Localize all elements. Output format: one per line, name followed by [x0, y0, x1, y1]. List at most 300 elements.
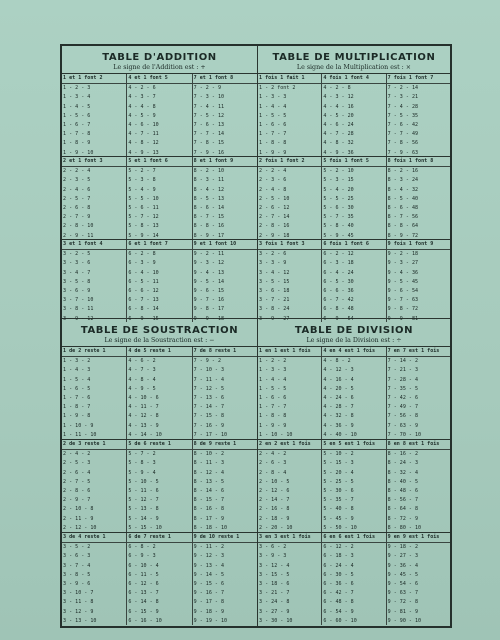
table-row: 5 - 6 - 11 [128, 204, 159, 211]
table-row: 1 - 4 - 4 [259, 103, 287, 110]
table-row: 4 - 24 - 6 [323, 394, 354, 401]
table-row: 9 - 2 - 18 [387, 251, 419, 258]
table-row: 9 - 36 - 4 [387, 562, 419, 569]
table-row: 5 - 13 - 8 [128, 506, 159, 513]
table-row: 4 - 13 - 9 [128, 422, 159, 429]
table-row: 6 - 2 - 8 [128, 251, 156, 258]
table-row: 6 - 3 - 9 [128, 260, 156, 267]
table-row: 9 - 3 - 12 [193, 260, 225, 267]
table-row: 5 - 6 - 30 [323, 204, 354, 211]
table-row: 2 - 18 - 9 [259, 515, 290, 522]
addition-subtitle: Le signe de l'Addition est : + [113, 64, 206, 71]
table-row: 4 - 12 - 3 [323, 367, 354, 374]
table-row: 6 - 24 - 4 [323, 562, 354, 569]
table-row: 7 - 6 - 42 [387, 121, 419, 128]
table-column [193, 157, 257, 239]
table-row: 1 - 7 - 7 [259, 404, 287, 411]
table-row: 9 - 13 - 4 [193, 562, 225, 569]
column-header: 8 et 1 font 9 [193, 157, 257, 167]
table-row: 2 - 11 - 9 [63, 515, 94, 522]
table-row: 4 - 8 - 32 [323, 140, 354, 147]
table-column [387, 347, 450, 439]
table-row: 8 - 17 - 9 [193, 515, 225, 522]
column-header: 4 de 5 reste 1 [127, 347, 191, 357]
table-row: 8 - 13 - 5 [193, 478, 225, 485]
table-row: 6 - 12 - 2 [323, 544, 354, 551]
table-row: 2 - 5 - 3 [63, 460, 91, 467]
table-row: 2 - 3 - 5 [63, 177, 91, 184]
table-column [62, 347, 127, 439]
table-row: 2 - 2 - 4 [259, 168, 287, 175]
table-row: 3 - 6 - 18 [259, 287, 290, 294]
table-row: 3 - 24 - 8 [259, 599, 290, 606]
table-row: 4 - 8 - 4 [128, 376, 156, 383]
table-row: 1 - 6 - 5 [63, 385, 91, 392]
table-row: 9 - 15 - 6 [193, 580, 225, 587]
table-row: 2 - 6 - 12 [259, 204, 290, 211]
table-row: 6 - 7 - 42 [323, 297, 354, 304]
table-row: 9 - 18 - 9 [193, 608, 225, 615]
column-header: 2 fois 1 font 2 [258, 157, 321, 167]
table-row: 8 - 4 - 32 [387, 186, 419, 193]
soustraction-section [62, 319, 257, 626]
table-row: 7 - 3 - 10 [193, 94, 225, 101]
table-row: 8 - 8 - 64 [387, 223, 419, 230]
table-row: 9 - 6 - 54 [387, 287, 419, 294]
table-row: 2 - 9 - 18 [259, 232, 290, 239]
multiplication-section [258, 46, 450, 322]
column-header: 3 et 1 font 4 [62, 240, 126, 250]
addition-section [62, 46, 257, 322]
table-row: 6 - 4 - 24 [323, 269, 354, 276]
column-header: 8 en 8 est 1 fois [387, 440, 450, 450]
table-row: 9 - 72 - 8 [387, 599, 419, 606]
table-row: 4 - 3 - 12 [323, 94, 354, 101]
table-row: 6 - 7 - 13 [128, 297, 159, 304]
column-header: 4 et 1 font 5 [127, 74, 191, 84]
table-row: 8 - 24 - 3 [387, 460, 419, 467]
table-row: 7 - 14 - 7 [193, 404, 225, 411]
table-row: 3 - 5 - 2 [63, 544, 91, 551]
table-row: 2 - 20 - 10 [259, 524, 293, 531]
table-row: 1 - 4 - 4 [259, 376, 287, 383]
table-row: 9 - 7 - 63 [387, 297, 419, 304]
table-row: 4 - 6 - 2 [128, 358, 156, 365]
table-column [193, 440, 257, 532]
table-column [193, 347, 257, 439]
table-row: 1 - 8 - 9 [63, 140, 91, 147]
table-row: 1 - 10 - 10 [259, 431, 293, 438]
table-row: 5 - 9 - 45 [323, 232, 354, 239]
table-row: 3 - 8 - 11 [63, 306, 94, 313]
table-column [193, 533, 257, 625]
table-row: 7 - 56 - 8 [387, 413, 419, 420]
column-header: 8 fois 1 font 8 [387, 157, 450, 167]
table-row: 8 - 10 - 2 [193, 451, 225, 458]
table-row: 6 - 5 - 30 [323, 278, 354, 285]
table-row: 7 - 3 - 21 [387, 94, 419, 101]
table-row: 8 - 40 - 5 [387, 478, 419, 485]
table-row: 6 - 9 - 15 [128, 315, 159, 322]
table-row: 8 - 9 - 72 [387, 232, 419, 239]
table-row: 1 - 4 - 3 [63, 367, 91, 374]
soustraction-title: TABLE DE SOUSTRACTION [80, 325, 239, 336]
table-row: 3 - 4 - 12 [259, 269, 290, 276]
division-section [258, 319, 450, 626]
table-row: 1 - 7 - 8 [63, 131, 91, 138]
division-block [258, 533, 450, 625]
table-row: 7 - 17 - 10 [193, 431, 228, 438]
table-row: 7 - 28 - 4 [387, 376, 419, 383]
column-header: 7 en 7 est 1 fois [387, 347, 450, 357]
table-column [127, 157, 192, 239]
table-row: 4 - 2 - 6 [128, 85, 156, 92]
table-row: 8 - 12 - 4 [193, 469, 225, 476]
table-row: 3 - 21 - 7 [259, 590, 290, 597]
table-row: 8 - 15 - 7 [193, 497, 225, 504]
column-header: 1 de 2 reste 1 [62, 347, 126, 357]
table-row: 4 - 2 - 8 [323, 85, 351, 92]
table-row: 9 - 54 - 6 [387, 580, 419, 587]
table-row: 8 - 6 - 48 [387, 204, 419, 211]
table-row: 9 - 81 - 9 [387, 608, 419, 615]
table-row: 2 - 8 - 10 [63, 223, 94, 230]
table-row: 1 - 9 - 8 [63, 413, 91, 420]
column-header: 3 fois 1 font 3 [258, 240, 321, 250]
table-row: 8 - 64 - 8 [387, 506, 419, 513]
table-row: 8 - 80 - 10 [387, 524, 422, 531]
table-column [127, 240, 192, 322]
table-row: 6 - 42 - 7 [323, 590, 354, 597]
table-row: 8 - 16 - 8 [193, 506, 225, 513]
table-row: 7 - 35 - 5 [387, 385, 419, 392]
table-row: 4 - 7 - 28 [323, 131, 354, 138]
table-row: 8 - 2 - 16 [387, 168, 419, 175]
division-block [258, 440, 450, 532]
table-row: 3 - 15 - 5 [259, 571, 290, 578]
table-row: 8 - 32 - 4 [387, 469, 419, 476]
table-row: 7 - 9 - 2 [193, 358, 222, 365]
table-row: 6 - 6 - 36 [323, 287, 354, 294]
soustraction-block [62, 347, 257, 439]
table-row: 7 - 21 - 3 [387, 367, 419, 374]
tables-frame [60, 44, 452, 628]
table-row: 9 - 7 - 16 [193, 297, 225, 304]
table-row: 8 - 48 - 6 [387, 487, 419, 494]
table-row: 2 - 4 - 2 [259, 451, 287, 458]
table-column [258, 240, 322, 322]
table-row: 1 - 8 - 7 [63, 404, 91, 411]
table-column [322, 240, 386, 322]
multiplication-block [258, 157, 450, 239]
table-row: 9 - 4 - 36 [387, 269, 419, 276]
table-row: 2 - 4 - 2 [63, 451, 91, 458]
table-row: 5 - 14 - 9 [128, 515, 159, 522]
table-column [387, 74, 450, 156]
table-row: 3 - 18 - 6 [259, 580, 290, 587]
table-row: 5 - 7 - 35 [323, 214, 354, 221]
table-column [258, 157, 322, 239]
table-row: 6 - 54 - 9 [323, 608, 354, 615]
table-row: 7 - 15 - 8 [193, 413, 225, 420]
table-row: 9 - 6 - 15 [193, 287, 225, 294]
table-row: 7 - 11 - 4 [193, 376, 225, 383]
table-row: 3 - 6 - 3 [63, 553, 91, 560]
table-row: 9 - 5 - 45 [387, 278, 419, 285]
table-column [258, 347, 322, 439]
table-row: 2 - 4 - 8 [259, 186, 287, 193]
table-column [387, 533, 450, 625]
table-row: 5 - 25 - 5 [323, 478, 354, 485]
table-row: 5 - 9 - 4 [128, 469, 156, 476]
table-row: 4 - 8 - 12 [128, 140, 159, 147]
table-row: 4 - 6 - 10 [128, 121, 159, 128]
column-header: 6 et 1 font 7 [127, 240, 191, 250]
table-row: 1 - 9 - 9 [259, 422, 287, 429]
table-row: 2 - 5 - 10 [259, 195, 290, 202]
table-row: 1 - 5 - 5 [259, 385, 287, 392]
table-row: 3 - 5 - 8 [63, 278, 91, 285]
table-row: 8 - 5 - 13 [193, 195, 225, 202]
table-column [127, 440, 192, 532]
table-row: 1 - 5 - 5 [259, 112, 287, 119]
column-header: 5 et 1 font 6 [127, 157, 191, 167]
table-row: 8 - 3 - 11 [193, 177, 225, 184]
addition-block [62, 240, 257, 322]
table-row: 1 - 3 - 3 [259, 367, 287, 374]
table-column [127, 347, 192, 439]
column-header: 6 de 7 reste 1 [127, 533, 191, 543]
table-row: 6 - 8 - 48 [323, 306, 354, 313]
table-column [62, 157, 127, 239]
table-row: 6 - 4 - 10 [128, 269, 159, 276]
table-row: 4 - 14 - 10 [128, 431, 162, 438]
table-row: 3 - 8 - 24 [259, 306, 290, 313]
table-row: 3 - 9 - 3 [259, 553, 287, 560]
table-row: 7 - 5 - 35 [387, 112, 419, 119]
table-row: 9 - 14 - 5 [193, 571, 225, 578]
table-row: 3 - 2 - 5 [63, 251, 91, 258]
column-header: 9 et 1 font 10 [193, 240, 257, 250]
table-row: 5 - 4 - 9 [128, 186, 156, 193]
table-row: 1 - 2 font 2 [259, 85, 296, 92]
table-row: 9 - 90 - 10 [387, 617, 422, 624]
table-row: 6 - 13 - 7 [128, 590, 159, 597]
column-header: 6 fois 1 font 6 [322, 240, 385, 250]
table-row: 9 - 4 - 13 [193, 269, 225, 276]
column-header: 7 fois 1 font 7 [387, 74, 450, 84]
table-column [322, 347, 386, 439]
column-header: 1 fois 1 fait 1 [258, 74, 321, 84]
table-row: 6 - 10 - 4 [128, 562, 159, 569]
table-row: 7 - 10 - 3 [193, 367, 225, 374]
table-row: 7 - 2 - 14 [387, 85, 419, 92]
table-row: 2 - 7 - 5 [63, 478, 91, 485]
table-column [322, 74, 386, 156]
table-row: 3 - 6 - 9 [63, 287, 91, 294]
table-row: 9 - 16 - 7 [193, 590, 225, 597]
table-row: 7 - 13 - 6 [193, 394, 225, 401]
table-column [193, 74, 257, 156]
table-row: 4 - 10 - 6 [128, 394, 159, 401]
table-row: 5 - 8 - 40 [323, 223, 354, 230]
table-row: 7 - 14 - 2 [387, 358, 419, 365]
table-row: 2 - 12 - 6 [259, 487, 290, 494]
table-row: 1 - 8 - 8 [259, 413, 287, 420]
table-row: 1 - 6 - 7 [63, 121, 91, 128]
table-row: 9 - 18 - 2 [387, 544, 419, 551]
table-row: 4 - 3 - 7 [128, 94, 156, 101]
multiplication-title: TABLE DE MULTIPLICATION [272, 52, 436, 63]
table-row: 1 - 9 - 10 [63, 149, 94, 156]
table-row: 7 - 63 - 9 [387, 422, 419, 429]
column-header: 2 en 2 est 1 fois [258, 440, 321, 450]
table-row: 6 - 30 - 5 [323, 571, 354, 578]
addition-title: TABLE D'ADDITION [102, 52, 217, 63]
table-column [258, 440, 322, 532]
table-row: 5 - 45 - 9 [323, 515, 354, 522]
column-header: 6 en 6 est 1 fois [322, 533, 385, 543]
table-row: 6 - 18 - 3 [323, 553, 354, 560]
multiplication-block [258, 74, 450, 156]
table-row: 9 - 19 - 10 [193, 617, 228, 624]
soustraction-subtitle: Le signe de la Soustraction est : − [104, 337, 215, 344]
table-row: 8 - 14 - 6 [193, 487, 225, 494]
addition-block [62, 74, 257, 156]
table-row: 4 - 20 - 5 [323, 385, 354, 392]
table-row: 1 - 3 - 3 [259, 94, 287, 101]
table-row: 4 - 9 - 36 [323, 149, 354, 156]
table-row: 8 - 9 - 17 [193, 232, 225, 239]
table-row: 6 - 11 - 5 [128, 571, 159, 578]
soustraction-block [62, 440, 257, 532]
column-header: 9 en 9 est 1 fois [387, 533, 450, 543]
table-row: 3 - 9 - 27 [259, 315, 290, 322]
table-row: 2 - 8 - 16 [259, 223, 290, 230]
division-subtitle: Le signe de la Division est : ÷ [306, 337, 402, 344]
table-row: 8 - 56 - 7 [387, 497, 419, 504]
table-row: 5 - 10 - 5 [128, 478, 159, 485]
table-row: 3 - 11 - 8 [63, 599, 94, 606]
table-row: 8 - 4 - 12 [193, 186, 225, 193]
table-row: 3 - 6 - 2 [259, 544, 287, 551]
table-row: 5 - 30 - 6 [323, 487, 354, 494]
table-row: 7 - 5 - 12 [193, 112, 225, 119]
table-row: 1 - 6 - 6 [259, 394, 287, 401]
table-row: 2 - 2 - 4 [63, 168, 91, 175]
table-row: 8 - 11 - 3 [193, 460, 225, 467]
column-header: 5 fois 1 font 5 [322, 157, 385, 167]
table-row: 7 - 7 - 49 [387, 131, 419, 138]
table-column [62, 533, 127, 625]
column-header: 5 en 5 est 1 fois [322, 440, 385, 450]
table-row: 6 - 60 - 10 [323, 617, 357, 624]
table-row: 2 - 9 - 7 [63, 497, 91, 504]
column-header: 8 de 9 reste 1 [193, 440, 257, 450]
table-row: 4 - 5 - 20 [323, 112, 354, 119]
table-row: 5 - 12 - 7 [128, 497, 159, 504]
table-column [62, 440, 127, 532]
table-row: 4 - 12 - 8 [128, 413, 159, 420]
table-column [387, 240, 450, 322]
column-header: 7 de 8 reste 1 [193, 347, 257, 357]
table-row: 3 - 2 - 6 [259, 251, 287, 258]
table-row: 5 - 4 - 20 [323, 186, 354, 193]
table-row: 6 - 16 - 10 [128, 617, 162, 624]
table-row: 9 - 63 - 7 [387, 590, 419, 597]
column-header: 5 de 6 reste 1 [127, 440, 191, 450]
table-row: 2 - 14 - 7 [259, 497, 290, 504]
table-row: 8 - 3 - 24 [387, 177, 419, 184]
table-row: 5 - 3 - 15 [323, 177, 354, 184]
table-row: 4 - 4 - 8 [128, 103, 156, 110]
table-row: 2 - 3 - 6 [259, 177, 287, 184]
table-row: 3 - 13 - 10 [63, 617, 97, 624]
table-column [62, 74, 127, 156]
table-row: 1 - 3 - 4 [63, 94, 91, 101]
table-row: 3 - 7 - 21 [259, 297, 290, 304]
table-row: 5 - 15 - 10 [128, 524, 162, 531]
table-column [322, 157, 386, 239]
table-row: 4 - 11 - 7 [128, 404, 159, 411]
table-row: 3 - 7 - 4 [63, 562, 91, 569]
addition-block [62, 157, 257, 239]
table-row: 3 - 30 - 10 [259, 617, 293, 624]
table-row: 6 - 9 - 3 [128, 553, 156, 560]
table-row: 7 - 9 - 63 [387, 149, 419, 156]
table-row: 3 - 9 - 12 [63, 315, 94, 322]
table-row: 2 - 9 - 11 [63, 232, 94, 239]
table-row: 1 - 7 - 7 [259, 131, 287, 138]
table-row: 3 - 12 - 4 [259, 562, 290, 569]
table-row: 4 - 9 - 5 [128, 385, 156, 392]
multiplication-block [258, 240, 450, 322]
table-row: 5 - 15 - 3 [323, 460, 354, 467]
table-row: 8 - 5 - 40 [387, 195, 419, 202]
table-column [322, 440, 386, 532]
table-row: 6 - 14 - 8 [128, 599, 159, 606]
table-row: 4 - 36 - 9 [323, 422, 354, 429]
table-row: 2 - 5 - 7 [63, 195, 91, 202]
table-column [258, 74, 322, 156]
table-row: 1 - 5 - 4 [63, 376, 91, 383]
column-header: 9 fois 1 font 9 [387, 240, 450, 250]
division-block [258, 347, 450, 439]
table-row: 2 - 16 - 8 [259, 506, 290, 513]
table-row: 5 - 20 - 4 [323, 469, 354, 476]
table-row: 6 - 36 - 6 [323, 580, 354, 587]
table-row: 7 - 16 - 9 [193, 422, 225, 429]
table-row: 9 - 17 - 8 [193, 599, 225, 606]
table-row: 4 - 16 - 4 [323, 376, 354, 383]
table-row: 3 - 8 - 5 [63, 571, 91, 578]
table-row: 3 - 4 - 7 [63, 269, 91, 276]
table-row: 7 - 42 - 6 [387, 394, 419, 401]
table-row: 9 - 45 - 5 [387, 571, 419, 578]
table-row: 3 - 3 - 9 [259, 260, 287, 267]
table-row: 5 - 2 - 7 [128, 168, 156, 175]
table-row: 2 - 4 - 6 [63, 186, 91, 193]
column-header: 9 de 10 reste 1 [193, 533, 257, 543]
table-row: 2 - 6 - 3 [259, 460, 287, 467]
table-row: 2 - 12 - 10 [63, 524, 97, 531]
soustraction-block [62, 533, 257, 625]
column-header: 2 de 3 reste 1 [62, 440, 126, 450]
table-row: 3 - 12 - 9 [63, 608, 94, 615]
table-row: 9 - 12 - 3 [193, 553, 225, 560]
table-row: 4 - 32 - 8 [323, 413, 354, 420]
table-row: 9 - 3 - 27 [387, 260, 419, 267]
